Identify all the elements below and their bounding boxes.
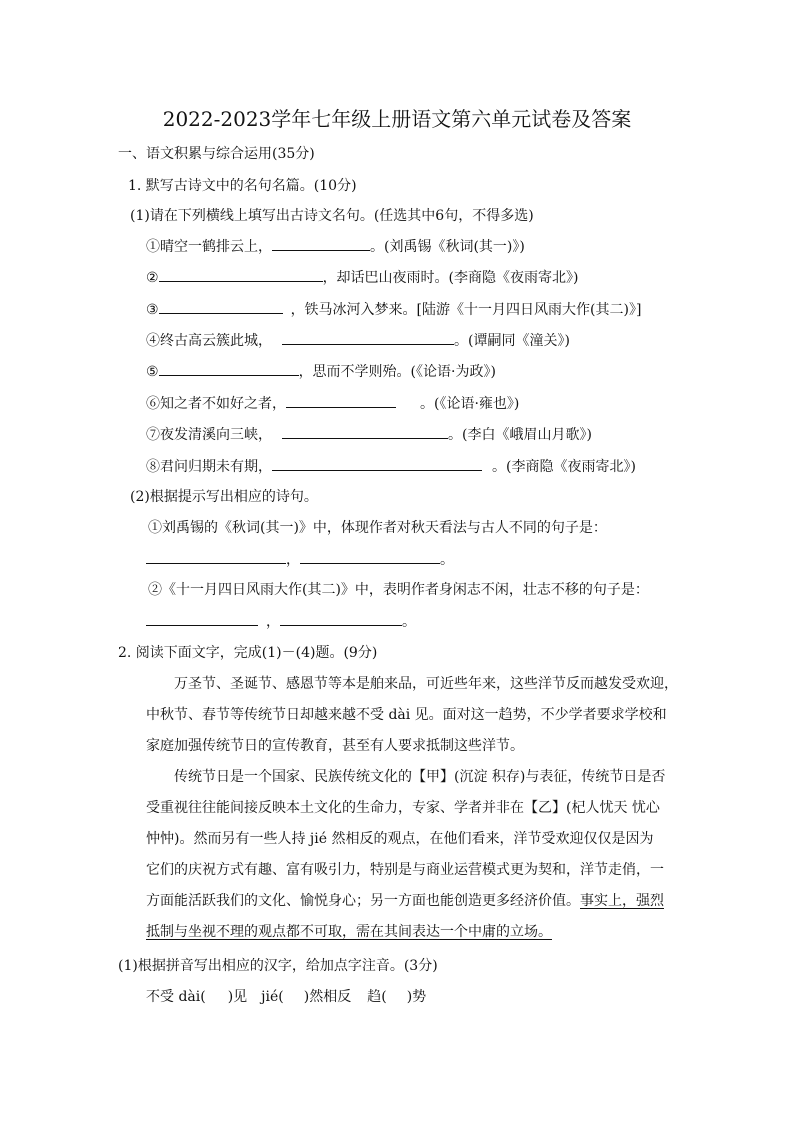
item-pre-text: ⑧君问归期未有期，: [146, 459, 272, 475]
page-title: 2022-2023学年七年级上册语文第六单元试卷及答案: [162, 107, 632, 131]
underlined-sentence: 抵制与坐视不理的观点都不可取，需在其间表达一个中庸的立场。: [146, 924, 552, 940]
pinyin-dai-suffix: )见: [227, 989, 248, 1005]
item-post-text: 。(李商隐《夜雨寄北》): [492, 459, 636, 475]
question-1-heading: 1. 默写古诗文中的名句名篇。(10分): [128, 178, 357, 194]
q1-part2-sub2-answer-line: [146, 611, 416, 632]
q2-sub1-heading: (1)根据拼音写出相应的汉字，给加点字注音。(3分): [118, 958, 438, 974]
poem-item: [146, 393, 519, 414]
passage-line: [146, 891, 664, 911]
q1-part2-sub1-answer-line: [146, 549, 454, 570]
q1-part2-instruction: (2)根据提示写出相应的诗句。: [130, 489, 318, 505]
answer-blank[interactable]: [159, 361, 299, 376]
answer-blank[interactable]: [286, 393, 396, 408]
poem-item: [146, 299, 641, 320]
poem-item: [146, 456, 636, 477]
q1-part2-sub2-prompt: ②《十一月四日风雨大作(其二)》中，表明作者身闲志不闲，壮志不移的句子是：: [148, 582, 649, 598]
item-post-text: 。(谭嗣同《潼关》): [454, 333, 570, 349]
answer-blank[interactable]: [282, 424, 448, 439]
answer-blank[interactable]: [159, 299, 283, 314]
underlined-sentence: 事实上，强烈: [580, 893, 664, 909]
poem-item: [146, 267, 579, 288]
pinyin-dai-prompt: 不受 dài(: [146, 989, 206, 1005]
item-post-text: 。(李白《峨眉山月歌》): [448, 427, 592, 443]
q1-part2-sub1-prompt: ①刘禹锡的《秋词(其一)》中，体现作者对秋天看法与古人不同的句子是：: [148, 520, 607, 536]
passage-line: 受重视往往能间接反映本土文化的生命力，专家、学者并非在【乙】(杞人忧天 忧心: [146, 800, 660, 816]
item-pre-text: ①晴空一鹤排云上，: [146, 239, 272, 255]
section-heading: 一、语文积累与综合运用(35分): [118, 146, 315, 162]
item-post-text: 。(《论语·雍也》): [420, 396, 520, 412]
poem-item: [146, 361, 496, 382]
q1-part1-instruction: (1)请在下列横线上填写出古诗文名句。(任选其中6句，不得多选): [130, 208, 534, 224]
passage-line: 传统节日是一个国家、民族传统文化的【甲】(沉淀 积存)与表征，传统节日是否: [174, 769, 666, 785]
answer-blank[interactable]: [146, 549, 286, 564]
passage-text: 方面能活跃我们的文化、愉悦身心；另一方面也能创造更多经济价值。: [146, 893, 580, 909]
answer-blank[interactable]: [272, 456, 482, 471]
char-qu-prompt: 趋(: [367, 989, 387, 1005]
char-qu-suffix: )势: [406, 989, 427, 1005]
poem-item: [146, 424, 592, 445]
question-2-heading: 2. 阅读下面文字，完成(1)－(4)题。(9分): [118, 645, 378, 661]
separator: ，: [286, 552, 300, 568]
answer-blank[interactable]: [282, 330, 454, 345]
separator: ，: [266, 614, 280, 630]
answer-blank[interactable]: [272, 236, 370, 251]
item-pre-text: ⑦夜发清溪向三峡，: [146, 427, 272, 443]
poem-item: [146, 236, 525, 257]
item-post-text: ，思而不学则殆。(《论语·为政》): [298, 364, 496, 380]
passage-line: 中秋节、春节等传统节日却越来越不受 dài 见。面对这一趋势，不少学者要求学校和: [146, 707, 667, 723]
passage-line: 它们的庆祝方式有趣、富有吸引力，特别是与商业运营模式更为契和，洋节走俏，一: [146, 862, 664, 878]
q2-sub1-answer-line: [146, 987, 426, 1007]
answer-blank[interactable]: [159, 267, 323, 282]
poem-item: [146, 330, 570, 351]
item-pre-text: ②: [146, 270, 159, 286]
item-pre-text: ④终古高云簇此城，: [146, 333, 272, 349]
passage-line: 家庭加强传统节日的宣传教育，甚至有人要求抵制这些洋节。: [146, 738, 524, 754]
item-post-text: 。(刘禹锡《秋词(其一)》): [370, 239, 525, 255]
answer-blank[interactable]: [280, 611, 402, 626]
pinyin-jie-prompt: jié(: [261, 989, 284, 1005]
item-post-text: ，铁马冰河入梦来。[陆游《十一月四日风雨大作(其二)》]: [290, 302, 642, 318]
answer-blank[interactable]: [146, 611, 258, 626]
terminator: 。: [402, 614, 416, 630]
passage-line: 万圣节、圣诞节、感恩节等本是舶来品，可近些年来，这些洋节反而越发受欢迎，: [174, 676, 678, 692]
pinyin-jie-suffix: )然相反: [303, 989, 352, 1005]
item-pre-text: ⑥知之者不如好之者，: [146, 396, 286, 412]
passage-line: 忡忡)。然而另有一些人持 jié 然相反的观点，在他们看来，洋节受欢迎仅仅是因为: [146, 831, 654, 847]
item-pre-text: ⑤: [146, 364, 159, 380]
answer-blank[interactable]: [300, 549, 440, 564]
terminator: 。: [440, 552, 454, 568]
item-post-text: ，却话巴山夜雨时。(李商隐《夜雨寄北》): [322, 270, 579, 286]
item-pre-text: ③: [146, 302, 159, 318]
